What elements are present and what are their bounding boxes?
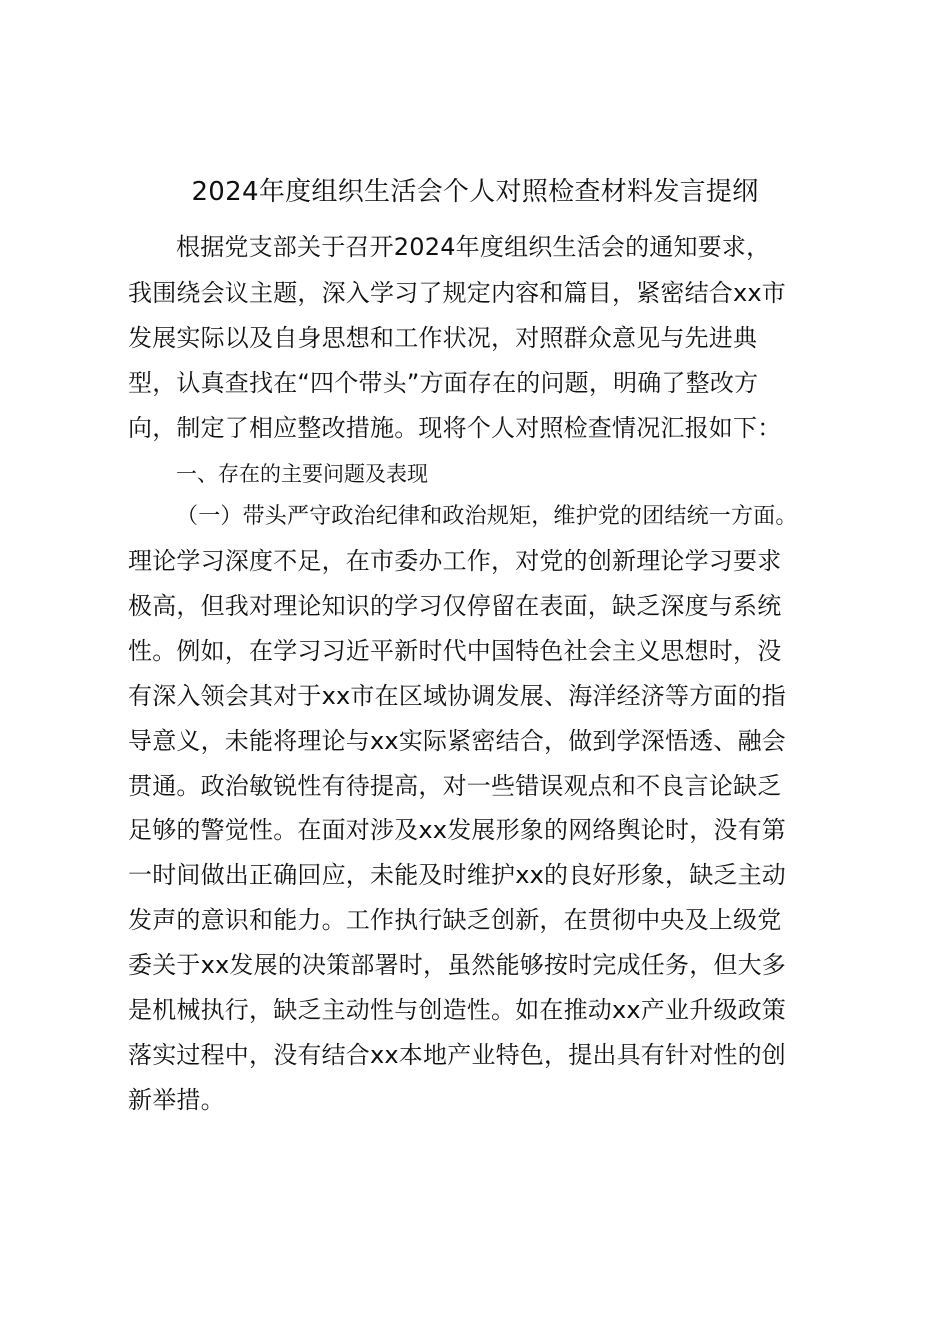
section-heading: 一、存在的主要问题及表现 [176,462,428,486]
document-title: 2024年度组织生活会个人对照检查材料发言提纲 [191,177,759,207]
subsection-heading: （一）带头严守政治纪律和政治规矩，维护党的团结统一方面。 [176,504,798,529]
body-line: 新举措。 [128,1086,225,1114]
intro-line: 型，认真查找在“四个带头”方面存在的问题，明确了整改方 [128,369,759,397]
body-line: 一时间做出正确回应，未能及时维护xx的良好形象，缺乏主动 [128,861,787,889]
body-line: 导意义，未能将理论与xx实际紧密结合，做到学深悟透、融会 [128,727,787,755]
body-line: 极高，但我对理论知识的学习仅停留在表面，缺乏深度与系统 [128,592,782,620]
body-line: 有深入领会其对于xx市在区域协调发展、海洋经济等方面的指 [128,682,787,710]
body-line: 委关于xx发展的决策部署时，虽然能够按时完成任务，但大多 [128,951,787,979]
body-line: 发声的意识和能力。工作执行缺乏创新，在贯彻中央及上级党 [128,906,782,934]
body-line: 落实过程中，没有结合xx本地产业特色，提出具有针对性的创 [128,1041,787,1069]
intro-line: 发展实际以及自身思想和工作状况，对照群众意见与先进典 [128,324,758,352]
body-line: 是机械执行，缺乏主动性与创造性。如在推动xx产业升级政策 [128,996,787,1024]
body-line: 理论学习深度不足，在市委办工作，对党的创新理论学习要求 [128,547,782,575]
intro-line: 我围绕会议主题，深入学习了规定内容和篇目，紧密结合xx市 [128,279,787,307]
body-line: 性。例如，在学习习近平新时代中国特色社会主义思想时，没 [128,637,782,665]
body-line: 足够的警觉性。在面对涉及xx发展形象的网络舆论时，没有第 [128,816,787,844]
body-line: 贯通。政治敏锐性有待提高，对一些错误观点和不良言论缺乏 [128,772,782,800]
intro-line: 向，制定了相应整改措施。现将个人对照检查情况汇报如下： [128,414,782,442]
intro-line: 根据党支部关于召开2024年度组织生活会的通知要求， [176,233,771,261]
